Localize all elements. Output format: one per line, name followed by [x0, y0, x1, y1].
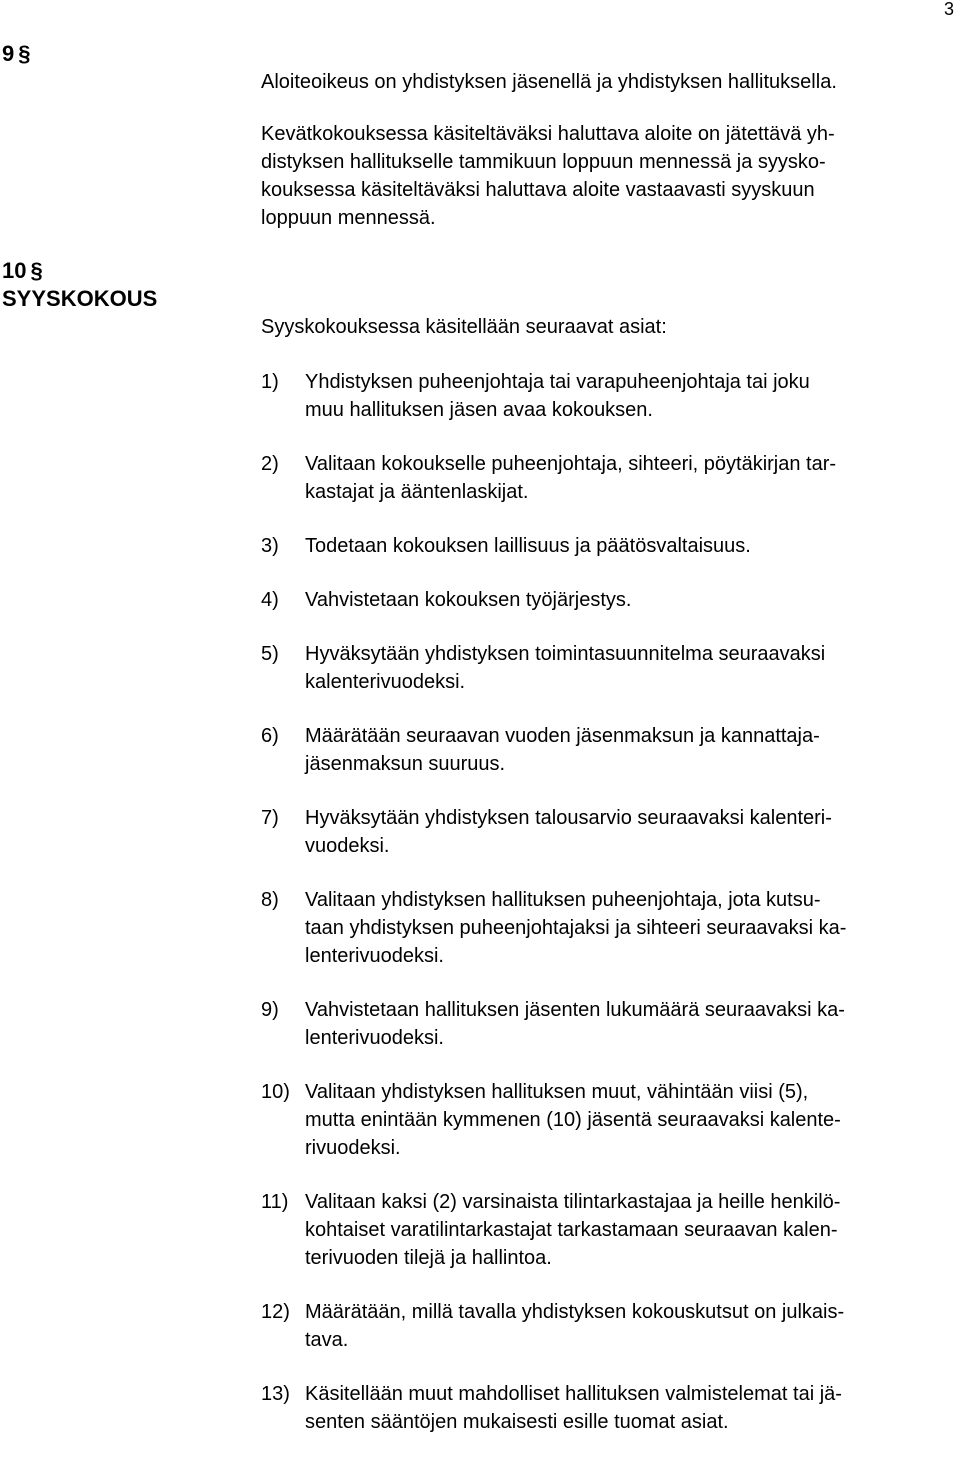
list-item — [261, 886, 955, 970]
list-item-text: Valitaan kokoukselle puheenjohtaja, sihteeri, pöytäkirjan tar- kastajat ja ääntenlaskijat. — [305, 453, 837, 503]
list-marker: 3) — [261, 535, 279, 557]
list-item-text: Yhdistyksen puheenjohtaja tai varapuheenjohtaja tai joku muu hallituksen jäsen avaa kokouksen. — [305, 371, 810, 421]
paragraph-text: Syyskokouksessa käsitellään seuraavat asiat: — [261, 316, 667, 338]
section-number: 10 — [2, 258, 27, 283]
list-item — [261, 1078, 955, 1162]
list-item — [261, 996, 955, 1052]
section-heading-9 — [2, 40, 31, 68]
list-marker: 8) — [261, 889, 279, 911]
section-number: 9 — [2, 41, 15, 66]
paragraph-text: Kevätkokouksessa käsiteltäväksi haluttava aloite on jätettävä yh- distyksen hallitukselle tammikuun loppuun mennessä ja syysko- kouksessa käsiteltäväksi haluttava aloite vastaavasti syyskuun loppuun mennessä. — [261, 123, 835, 229]
list-item — [261, 804, 955, 860]
section-symbol: § — [30, 258, 43, 283]
list-item-text: Käsitellään muut mahdolliset hallituksen valmistelemat tai jä- senten sääntöjen mukaisesti esille tuomat asiat. — [305, 1383, 842, 1433]
list-item — [261, 1380, 955, 1436]
list-item-text: Todetaan kokouksen laillisuus ja päätösvaltaisuus. — [305, 535, 751, 557]
paragraph-autumn-intro — [261, 313, 955, 341]
list-item-text: Määrätään seuraavan vuoden jäsenmaksun ja kannattaja- jäsenmaksun suuruus. — [305, 725, 820, 775]
list-item — [261, 1188, 955, 1272]
list-item-text: Valitaan yhdistyksen hallituksen puheenjohtaja, jota kutsu- taan yhdistyksen puheenjohtajaksi ja sihteeri seuraavaksi ka- lenterivuodeksi. — [305, 889, 847, 967]
section-heading-10 — [2, 257, 157, 313]
list-marker: 2) — [261, 453, 279, 475]
list-marker: 4) — [261, 589, 279, 611]
section-symbol: § — [18, 41, 31, 66]
list-marker: 9) — [261, 999, 279, 1021]
list-item-text: Vahvistetaan hallituksen jäsenten lukumäärä seuraavaksi ka- lenterivuodeksi. — [305, 999, 845, 1049]
list-item — [261, 640, 955, 696]
list-marker: 11) — [261, 1191, 289, 1213]
list-marker: 10) — [261, 1081, 290, 1103]
list-item-text: Valitaan kaksi (2) varsinaista tilintarkastajaa ja heille henkilö- kohtaiset varatilintarkastajat tarkastamaan seuraavan kalen- terivuoden tilejä ja hallintoa. — [305, 1191, 841, 1269]
list-item-text: Valitaan yhdistyksen hallituksen muut, vähintään viisi (5), mutta enintään kymmenen (10) jäsentä seuraavaksi kalente- rivuodeksi. — [305, 1081, 841, 1159]
list-marker: 7) — [261, 807, 279, 829]
list-marker: 13) — [261, 1383, 290, 1405]
paragraph-text: Aloiteoikeus on yhdistyksen jäsenellä ja yhdistyksen hallituksella. — [261, 71, 837, 93]
list-item-text: Määrätään, millä tavalla yhdistyksen kokouskutsut on julkais- tava. — [305, 1301, 845, 1351]
list-item — [261, 532, 955, 560]
list-item — [261, 722, 955, 778]
paragraph-deadline — [261, 120, 955, 232]
list-marker: 12) — [261, 1301, 290, 1323]
list-item — [261, 586, 955, 614]
list-item — [261, 1298, 955, 1354]
list-marker: 5) — [261, 643, 279, 665]
agenda-list — [261, 368, 955, 1462]
list-marker: 6) — [261, 725, 279, 747]
list-item — [261, 368, 955, 424]
list-marker: 1) — [261, 371, 279, 393]
list-item-text: Vahvistetaan kokouksen työjärjestys. — [305, 589, 632, 611]
list-item — [261, 450, 955, 506]
list-item-text: Hyväksytään yhdistyksen talousarvio seuraavaksi kalenteri- vuodeksi. — [305, 807, 832, 857]
paragraph-initiative-right — [261, 68, 955, 96]
list-item-text: Hyväksytään yhdistyksen toimintasuunnitelma seuraavaksi kalenterivuodeksi. — [305, 643, 826, 693]
section-title: SYYSKOKOUS — [2, 286, 158, 311]
page-number: 3 — [943, 0, 954, 19]
